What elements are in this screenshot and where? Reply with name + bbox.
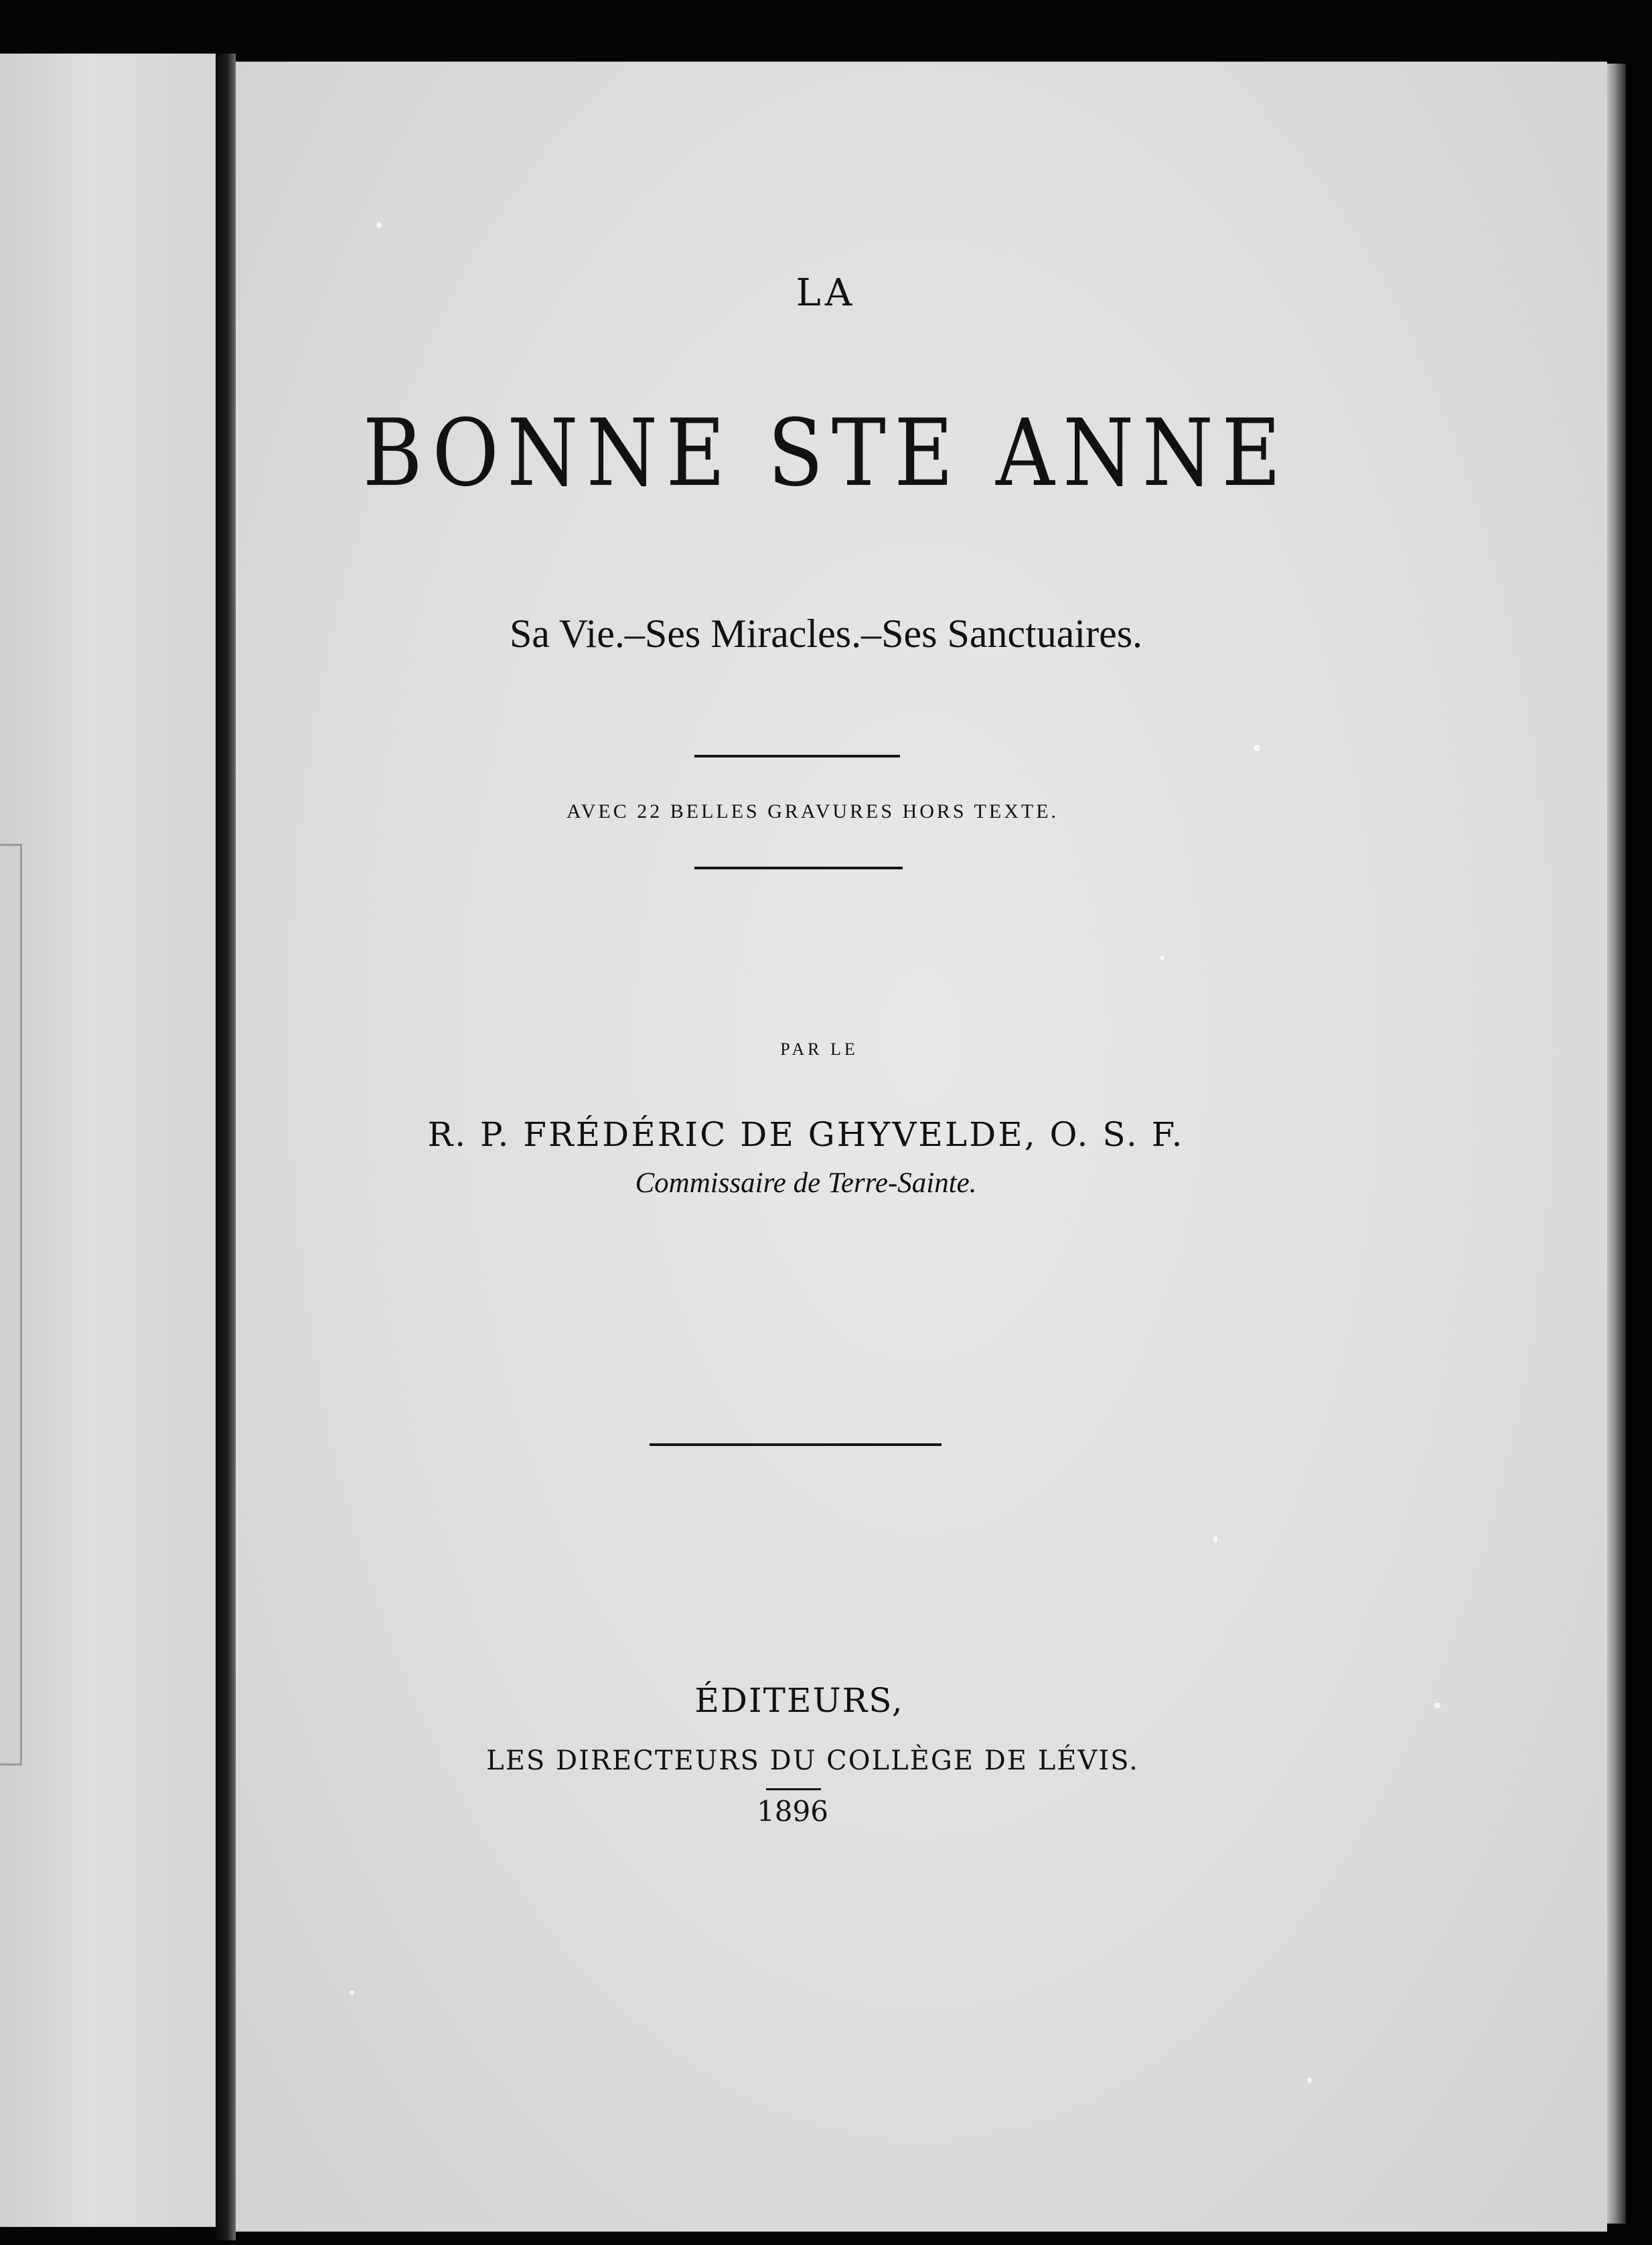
left-page-margin-mark — [0, 844, 22, 1765]
publication-year: 1896 — [757, 1795, 828, 1828]
paper-speck — [1213, 1535, 1217, 1543]
paper-speck — [1307, 2078, 1312, 2083]
divider-rule — [650, 1443, 942, 1446]
publishers: LES DIRECTEURS DU COLLÈGE DE LÉVIS. — [486, 1745, 1139, 1776]
year-rule — [766, 1788, 821, 1790]
paper-speck — [1160, 956, 1165, 960]
paper-speck — [1254, 745, 1260, 751]
book-subtitle: Sa Vie.–Ses Miracles.–Ses Sanctuaires. — [509, 611, 1143, 656]
paper-speck — [376, 222, 382, 228]
engravings-note: AVEC 22 BELLES GRAVURES HORS TEXTE. — [566, 800, 1059, 822]
title-article: LA — [796, 271, 856, 315]
book-title: BONNE STE ANNE — [362, 399, 1290, 507]
divider-rule — [694, 867, 903, 869]
author-name: R. P. FRÉDÉRIC DE GHYVELDE, O. S. F. — [427, 1115, 1185, 1154]
divider-rule — [694, 755, 900, 757]
publishers-label: ÉDITEURS, — [694, 1681, 904, 1720]
author-role: Commissaire de Terre-Sainte. — [635, 1167, 977, 1199]
by-line: PAR LE — [780, 1039, 858, 1059]
paper-speck — [350, 1990, 354, 1995]
